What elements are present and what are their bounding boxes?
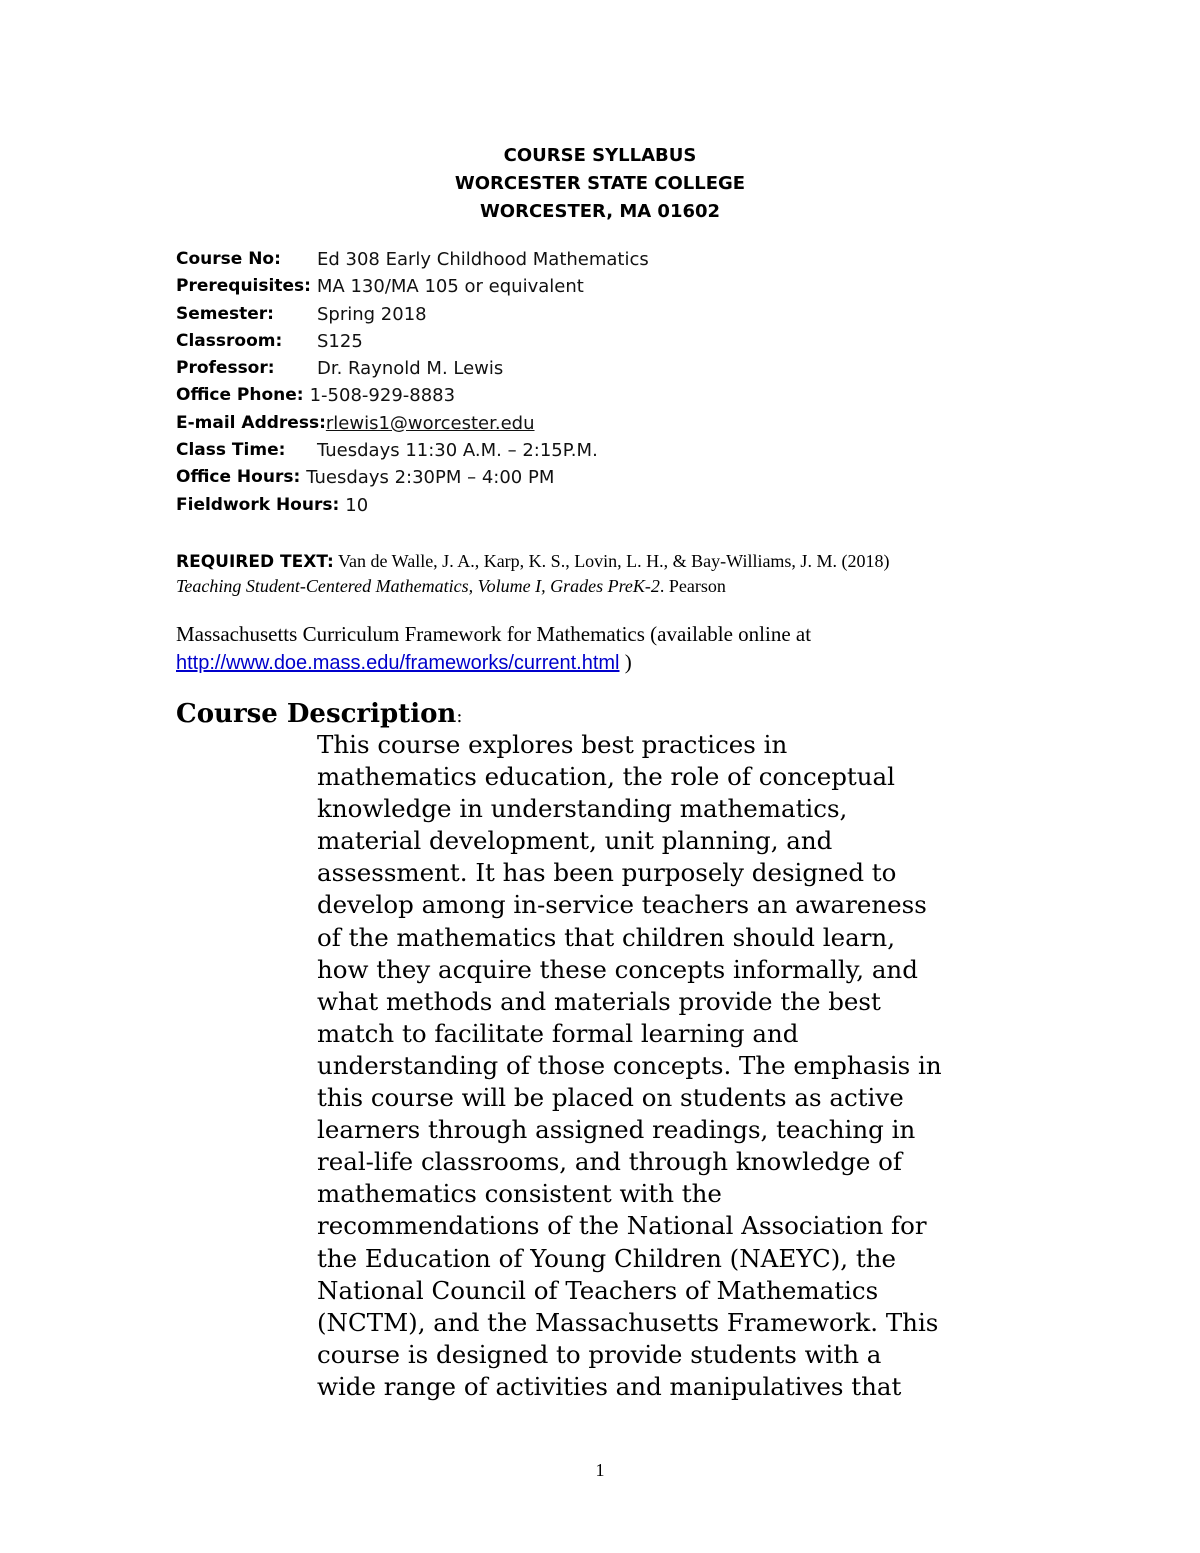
email-link[interactable]: rlewis1@worcester.edu xyxy=(325,412,535,434)
required-text-label: REQUIRED TEXT: xyxy=(176,552,334,572)
description-line: assessment. It has been purposely designed to xyxy=(317,858,897,888)
header-address: WORCESTER, MA 01602 xyxy=(479,201,721,222)
email-label: E-mail Address: xyxy=(176,412,326,433)
class-time-value: Tuesdays 11:30 A.M. – 2:15P.M. xyxy=(317,440,598,462)
course-description-title: Course Description xyxy=(176,699,457,729)
framework-reference xyxy=(176,620,811,677)
description-line: This course explores best practices in xyxy=(317,730,788,759)
course-description-colon: : xyxy=(456,706,463,727)
description-line: learners through assigned readings, teaching in xyxy=(317,1115,916,1145)
professor-label: Professor: xyxy=(176,358,275,379)
required-text-title: Teaching Student-Centered Mathematics, Volume I, Grades PreK-2 xyxy=(176,576,660,596)
description-line: what methods and materials provide the best xyxy=(317,986,881,1016)
semester-value: Spring 2018 xyxy=(317,303,427,325)
semester-label: Semester: xyxy=(176,303,274,324)
description-line: National Council of Teachers of Mathematics xyxy=(317,1275,879,1305)
email-row xyxy=(176,410,649,437)
professor-value: Dr. Raynold M. Lewis xyxy=(317,358,504,380)
header-title: COURSE SYLLABUS xyxy=(503,145,697,166)
office-hours-value: Tuesdays 2:30PM – 4:00 PM xyxy=(306,467,555,489)
framework-link[interactable]: http://www.doe.mass.edu/frameworks/current.html xyxy=(176,652,620,674)
prerequisites-value: MA 130/MA 105 or equivalent xyxy=(316,276,584,298)
syllabus-header xyxy=(0,142,1200,226)
semester-row xyxy=(176,301,649,328)
description-line: (NCTM), and the Massachusetts Framework. This xyxy=(317,1307,939,1337)
class-time-row xyxy=(176,437,649,464)
framework-closing: ) xyxy=(619,650,632,674)
header-college: WORCESTER STATE COLLEGE xyxy=(454,173,746,194)
course-info xyxy=(176,246,649,519)
office-phone-row xyxy=(176,382,649,409)
classroom-row xyxy=(176,328,649,355)
office-phone-label: Office Phone: xyxy=(176,385,304,406)
description-line: course is designed to provide students with a xyxy=(317,1339,882,1369)
required-text-authors: Van de Walle, J. A., Karp, K. S., Lovin, L. H., & Bay-Williams, J. M. (2018) xyxy=(338,551,890,571)
description-line: mathematics consistent with the xyxy=(317,1179,722,1209)
office-hours-label: Office Hours: xyxy=(176,467,301,488)
page-number: 1 xyxy=(595,1460,605,1480)
office-hours-row xyxy=(176,464,649,491)
description-line: wide range of activities and manipulatives that xyxy=(317,1371,902,1401)
classroom-value: S125 xyxy=(317,330,363,352)
description-line: understanding of those concepts. The emphasis in xyxy=(317,1050,942,1080)
prerequisites-row xyxy=(176,273,649,300)
fieldwork-hours-row xyxy=(176,492,649,519)
description-line: material development, unit planning, and xyxy=(317,826,833,856)
course-no-row xyxy=(176,246,649,273)
description-line: the Education of Young Children (NAEYC), the xyxy=(317,1243,896,1273)
description-line: knowledge in understanding mathematics, xyxy=(317,794,848,824)
course-description-body xyxy=(317,729,1057,1403)
description-line: mathematics education, the role of conceptual xyxy=(317,762,895,792)
framework-text: Massachusetts Curriculum Framework for Mathematics (available online at xyxy=(176,622,812,646)
fieldwork-hours-value: 10 xyxy=(345,494,369,516)
class-time-label: Class Time: xyxy=(176,440,286,461)
description-line: match to facilitate formal learning and xyxy=(317,1018,799,1048)
description-line: this course will be placed on students as active xyxy=(317,1083,904,1113)
required-text xyxy=(176,549,889,598)
description-line: recommendations of the National Association for xyxy=(317,1211,927,1241)
description-line: of the mathematics that children should learn, xyxy=(317,922,895,952)
description-line: how they acquire these concepts informally, and xyxy=(317,954,918,984)
office-phone-value: 1-508-929-8883 xyxy=(309,385,456,407)
classroom-label: Classroom: xyxy=(176,330,283,351)
description-line: develop among in-service teachers an awareness xyxy=(317,890,927,920)
required-text-publisher: . Pearson xyxy=(659,576,726,596)
professor-row xyxy=(176,355,649,382)
course-no-label: Course No: xyxy=(176,249,281,269)
prerequisites-label: Prerequisites: xyxy=(176,276,311,297)
description-line: real-life classrooms, and through knowledge of xyxy=(317,1147,902,1177)
fieldwork-hours-label: Fieldwork Hours: xyxy=(176,494,340,515)
course-no-value: Ed 308 Early Childhood Mathematics xyxy=(317,249,649,270)
